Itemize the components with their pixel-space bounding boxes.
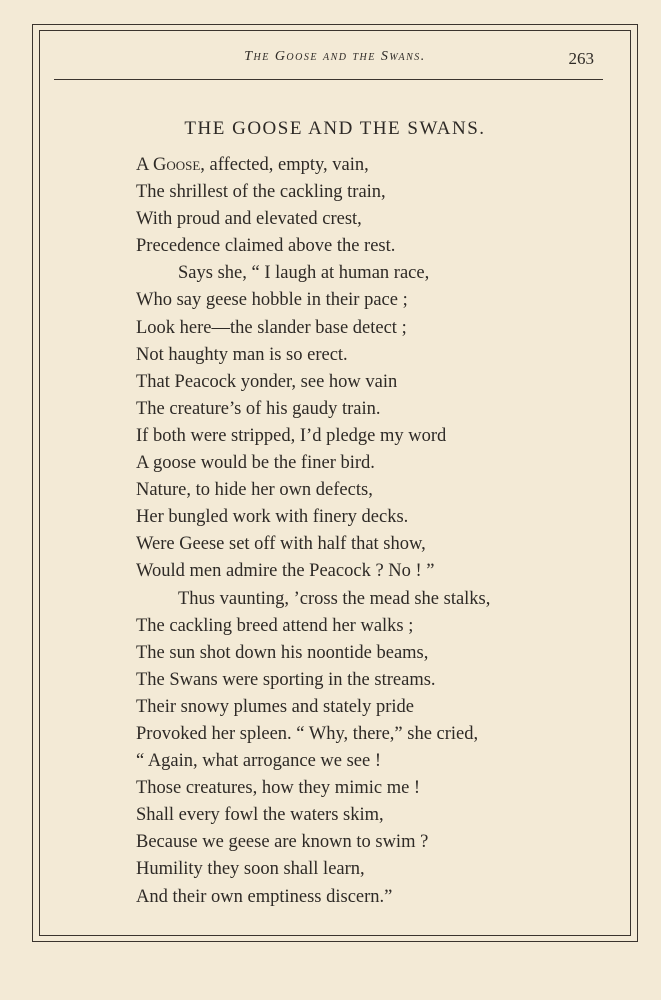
poem-line: Not haughty man is so erect.: [136, 344, 348, 365]
poem-line: Would men admire the Peacock ? No ! ”: [136, 561, 435, 582]
poem-first-line-rest: , affected, empty, vain,: [200, 155, 369, 175]
poem-line: Were Geese set off with half that show,: [136, 534, 426, 555]
poem-line-first: [136, 152, 606, 179]
poem-line: Because we geese are known to swim ?: [136, 832, 429, 853]
poem-line: Her bungled work with finery decks.: [136, 507, 409, 528]
poem-line: The shrillest of the cackling train,: [136, 182, 386, 203]
poem-line: Who say geese hobble in their pace ;: [136, 290, 408, 311]
poem-line: And their own emptiness discern.”: [136, 886, 393, 907]
poem-line: That Peacock yonder, see how vain: [136, 371, 398, 392]
poem-line: The creature’s of his gaudy train.: [136, 398, 381, 419]
poem-line: Humility they soon shall learn,: [136, 859, 365, 880]
poem-line: The Swans were sporting in the streams.: [136, 669, 436, 690]
poem-line: Precedence claimed above the rest.: [136, 236, 396, 257]
poem-line: The sun shot down his noontide beams,: [136, 642, 429, 663]
poem-title: THE GOOSE AND THE SWANS.: [184, 118, 486, 139]
poem-line: “ Again, what arrogance we see !: [136, 751, 382, 772]
poem-line: Nature, to hide her own defects,: [136, 480, 373, 501]
poem-line: Says she, “ I laugh at human race,: [178, 263, 430, 284]
poem-line: Thus vaunting, ’cross the mead she stalks,: [178, 588, 491, 609]
poem-first-word: A Goose: [136, 155, 201, 175]
poem-line: Their snowy plumes and stately pride: [136, 696, 414, 717]
poem-line: Shall every fowl the waters skim,: [136, 805, 384, 826]
running-head: [40, 49, 630, 73]
running-title: The Goose and the Swans.: [244, 49, 426, 64]
poem-line: A goose would be the finer bird.: [136, 453, 375, 474]
page-number: 263: [568, 49, 594, 68]
poem-line: The cackling breed attend her walks ;: [136, 615, 414, 636]
poem-line: Look here—the slander base detect ;: [136, 317, 407, 338]
poem-line: Provoked her spleen. “ Why, there,” she cried,: [136, 723, 479, 744]
poem-line: Those creatures, how they mimic me !: [136, 778, 421, 799]
poem-line: If both were stripped, I’d pledge my word: [136, 425, 447, 446]
header-rule: [54, 79, 603, 80]
poem-body: [136, 152, 606, 911]
poem-line: With proud and elevated crest,: [136, 209, 362, 230]
